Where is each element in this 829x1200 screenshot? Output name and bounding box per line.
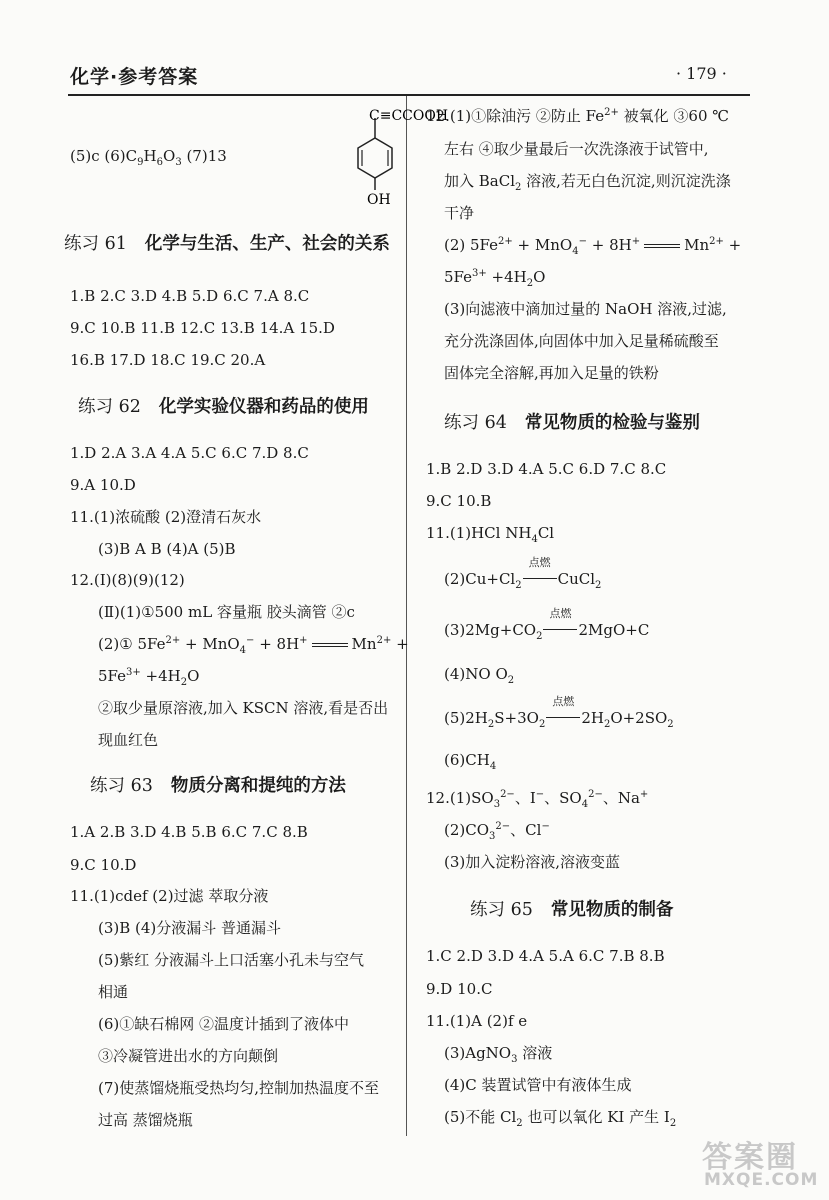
answer-line: 左右 ④取少量最后一次洗涤液于试管中, [444,140,709,158]
answer-line: $12.(1)SO_3^{2-}$、I−、$SO_4^{2-}$、Na+ [426,789,649,810]
answer-line: 9.A 10.D [70,476,136,494]
section-title-62: 练习 62 化学实验仪器和药品的使用 [78,397,369,417]
answer-line: 1.D 2.A 3.A 4.A 5.C 6.C 7.D 8.C [70,444,309,462]
answer-line: 1.B 2.C 3.D 4.B 5.D 6.C 7.A 8.C [70,287,310,305]
answer-line: 16.B 17.D 18.C 19.C 20.A [70,351,266,369]
answer-line: (4)C 装置试管中有液体生成 [444,1076,632,1094]
page-header-title: 化学·参考答案 [70,66,199,88]
reaction-condition: 点燃 [523,569,557,589]
reaction-condition: 点燃 [543,620,577,640]
answer-line: 1.A 2.B 3.D 4.B 5.B 6.C 7.C 8.B [70,823,308,841]
answer-line: 1.B 2.D 3.D 4.A 5.C 6.D 7.C 8.C [426,460,667,478]
equation-line: (2)① $5Fe^{2+} + MnO_4^- + 8H^+$ $Mn^{2+}$ + [98,635,409,656]
equation-line: $5Fe^{3+} +4H_2O$ [444,268,546,289]
answer-line: $(2)CO_3^{2-}$、Cl− [444,821,550,842]
section-title-63: 练习 63 物质分离和提纯的方法 [90,776,346,796]
answer-line: 12.(1)①除油污 ②防止 $Fe^{2+}$ 被氧化 ③60 ℃ [426,107,730,125]
answer-line: 11.(1)HCl $NH_4Cl$ [426,524,555,545]
left-column [62,0,449,1200]
answer-line: 1.C 2.D 3.D 4.A 5.A 6.C 7.B 8.B [426,947,665,965]
answer-line: 相通 [98,983,129,1001]
equals-sign [644,244,680,248]
equation-line: (2) $5Fe^{2+} + MnO_4^- + 8H^+$ $Mn^{2+}$ + [444,236,742,257]
equation-line: $5Fe^{3+} +4H_2O$ [98,667,200,688]
answer-line: (7)使蒸馏烧瓶受热均匀,控制加热温度不至 [98,1079,380,1097]
watermark-logo-text: 答案圈 [702,1140,798,1175]
answer-line: (5)c $(6)C_9H_6O_3$ (7)13 [70,147,227,168]
answer-line: 9.D 10.C [426,980,493,998]
page-number: · 179 · [676,64,727,83]
right-column [420,0,765,1200]
answer-line: (5)不能 $Cl_2$ 也可以氧化 KI 产生 $I_2$ [444,1108,677,1129]
answer-line: 干净 [444,204,475,222]
answer-line: 12.(Ⅰ)(8)(9)(12) [70,571,185,589]
answer-line: (3)加入淀粉溶液,溶液变蓝 [444,853,621,871]
answer-line: (4)NO $O_2$ [444,665,515,686]
answer-line: 9.C 10.B [426,492,492,510]
answer-line: (3)B A B (4)A (5)B [98,540,236,558]
reaction-condition: 点燃 [546,708,580,728]
equation-line: $(3)2Mg+CO_2$ 点燃 2MgO+C [444,607,650,642]
answer-line: $(6)CH_4$ [444,751,497,772]
answer-line: (Ⅱ)(1)①500 mL 容量瓶 胶头滴管 ②c [98,603,355,621]
answer-line: ③冷凝管进出水的方向颠倒 [98,1047,279,1065]
answer-line: 11.(1)A (2)f e [426,1012,528,1030]
answer-line: ②取少量原溶液,加入 KSCN 溶液,看是否出 [98,699,389,717]
watermark-url: MXQE.COM [704,1170,819,1190]
answer-line: 9.C 10.D [70,856,137,874]
answer-line: 11.(1)浓硫酸 (2)澄清石灰水 [70,508,262,526]
answer-line: (5)紫红 分液漏斗上口活塞小孔未与空气 [98,951,365,969]
answer-line: 现血红色 [98,731,159,749]
structure-top-label: C≡CCOOH [369,108,449,124]
answer-line: 充分洗涤固体,向固体中加入足量稀硫酸至 [444,332,719,350]
answer-line: 过高 蒸馏烧瓶 [98,1111,193,1129]
equation-line: $(2)Cu+Cl_2$ 点燃 CuCl$_2$ [444,556,602,591]
answer-line: (3)向滤液中滴加过量的 NaOH 溶液,过滤, [444,300,727,318]
section-title-64: 练习 64 常见物质的检验与鉴别 [444,413,700,433]
section-title-65: 练习 65 常见物质的制备 [470,900,674,920]
answer-line: 加入 BaCl$_2$ 溶液,若无白色沉淀,则沉淀洗涤 [444,172,731,193]
answer-line: (6)①缺石棉网 ②温度计插到了液体中 [98,1015,350,1033]
answer-line: 9.C 10.B 11.B 12.C 13.B 14.A 15.D [70,319,335,337]
equation-line: $(5)2H_2S+3O_2$ 点燃 $2H_2O+2SO_2$ [444,695,674,730]
answer-line: (3)AgNO$_3$ 溶液 [444,1044,553,1065]
answer-line: 11.(1)cdef (2)过滤 萃取分液 [70,887,269,905]
answer-line: (3)B (4)分液漏斗 普通漏斗 [98,919,282,937]
section-title-61: 练习 61 化学与生活、生产、社会的关系 [64,234,390,254]
structure-bottom-label: OH [367,192,391,208]
answer-line: 固体完全溶解,再加入足量的铁粉 [444,364,659,382]
watermark [700,1132,818,1194]
equals-sign [312,643,348,647]
